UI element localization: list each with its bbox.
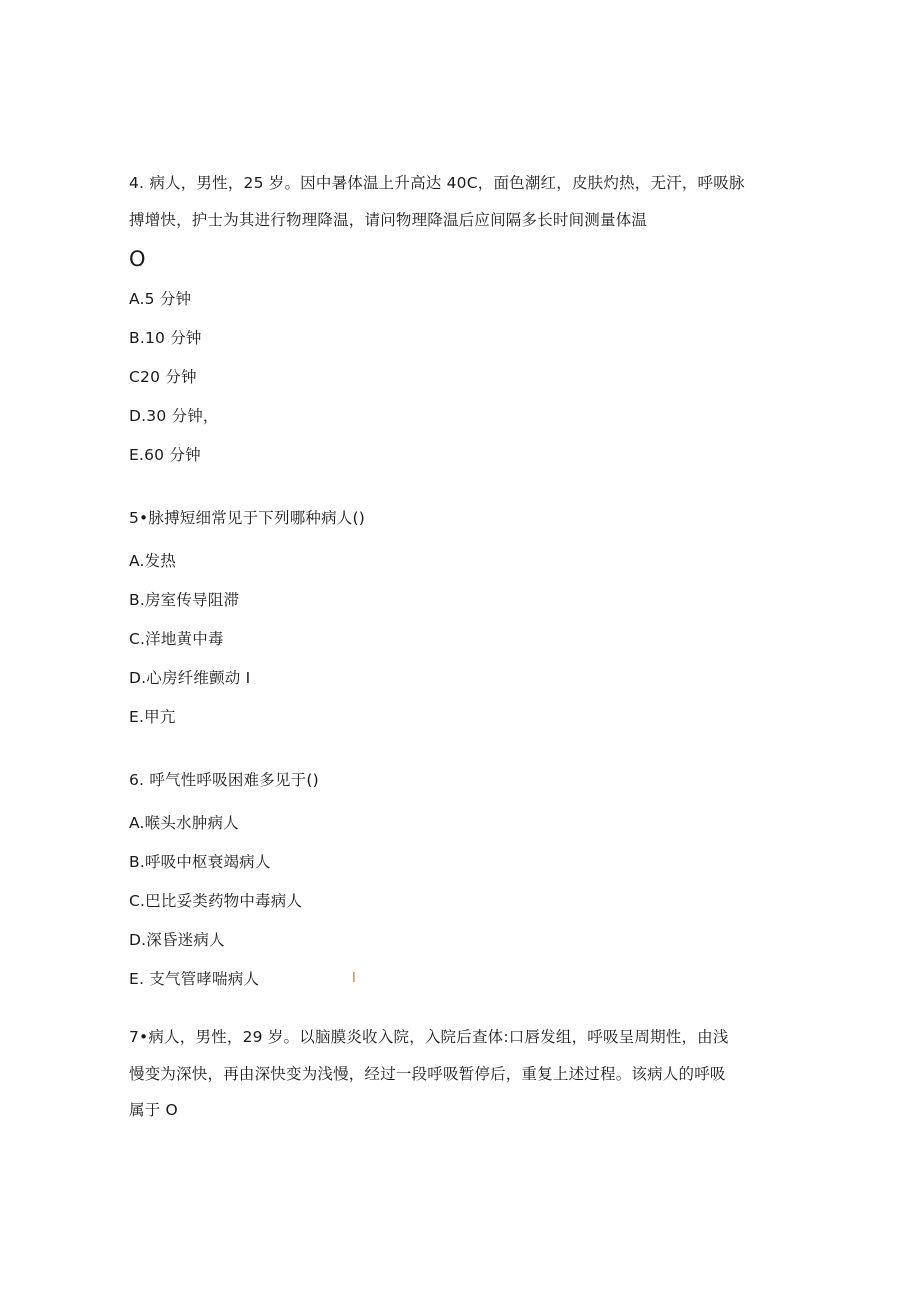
question-4-option-a: A.5 分钟 bbox=[129, 290, 192, 308]
question-4-stem-line-2: 搏增快，护士为其进行物理降温，请问物理降温后应间隔多长时间测量体温 bbox=[129, 211, 648, 229]
question-4-option-b: B.10 分钟 bbox=[129, 329, 202, 347]
question-6-option-b: B.呼吸中枢衰竭病人 bbox=[129, 853, 271, 871]
question-5-option-c: C.洋地黄中毒 bbox=[129, 630, 224, 648]
question-5-stem: 5•脉搏短细常见于下列哪种病人() bbox=[129, 509, 365, 527]
question-6-option-a: A.喉头水肿病人 bbox=[129, 814, 239, 832]
question-7-stem-line-1: 7•病人，男性，29 岁。以脑膜炎收入院，入院后查体:口唇发组，呼吸呈周期性，由浅 bbox=[129, 1028, 729, 1046]
question-6-stem: 6. 呼气性呼吸困难多见于() bbox=[129, 771, 319, 789]
question-7-stem-line-2: 慢变为深快，再由深快变为浅慢，经过一段呼吸暂停后，重复上述过程。该病人的呼吸 bbox=[129, 1065, 726, 1083]
question-4-option-e: E.60 分钟 bbox=[129, 446, 201, 464]
question-7-stem-line-3: 属于 O bbox=[129, 1101, 178, 1119]
question-5-option-d: D.心房纤维颤动 I bbox=[129, 669, 251, 687]
question-4-option-c: C20 分钟 bbox=[129, 368, 197, 386]
question-5-option-e: E.甲亢 bbox=[129, 708, 176, 726]
question-6-option-e: E. 支气管哮喘病人 bbox=[129, 970, 260, 988]
question-6-option-c: C.巴比妥类药物中毒病人 bbox=[129, 892, 303, 910]
question-5-option-b: B.房室传导阻滞 bbox=[129, 591, 240, 609]
question-5-option-a: A.发热 bbox=[129, 552, 177, 570]
stray-mark: I bbox=[352, 971, 356, 986]
question-4-option-d: D.30 分钟， bbox=[129, 407, 219, 425]
question-6-option-d: D.深昏迷病人 bbox=[129, 931, 225, 949]
question-4-answer-blank: O bbox=[129, 247, 146, 271]
question-4-stem-line-1: 4. 病人，男性，25 岁。因中暑体温上升高达 40C，面色潮红，皮肤灼热，无汗，呼吸脉 bbox=[129, 174, 745, 192]
